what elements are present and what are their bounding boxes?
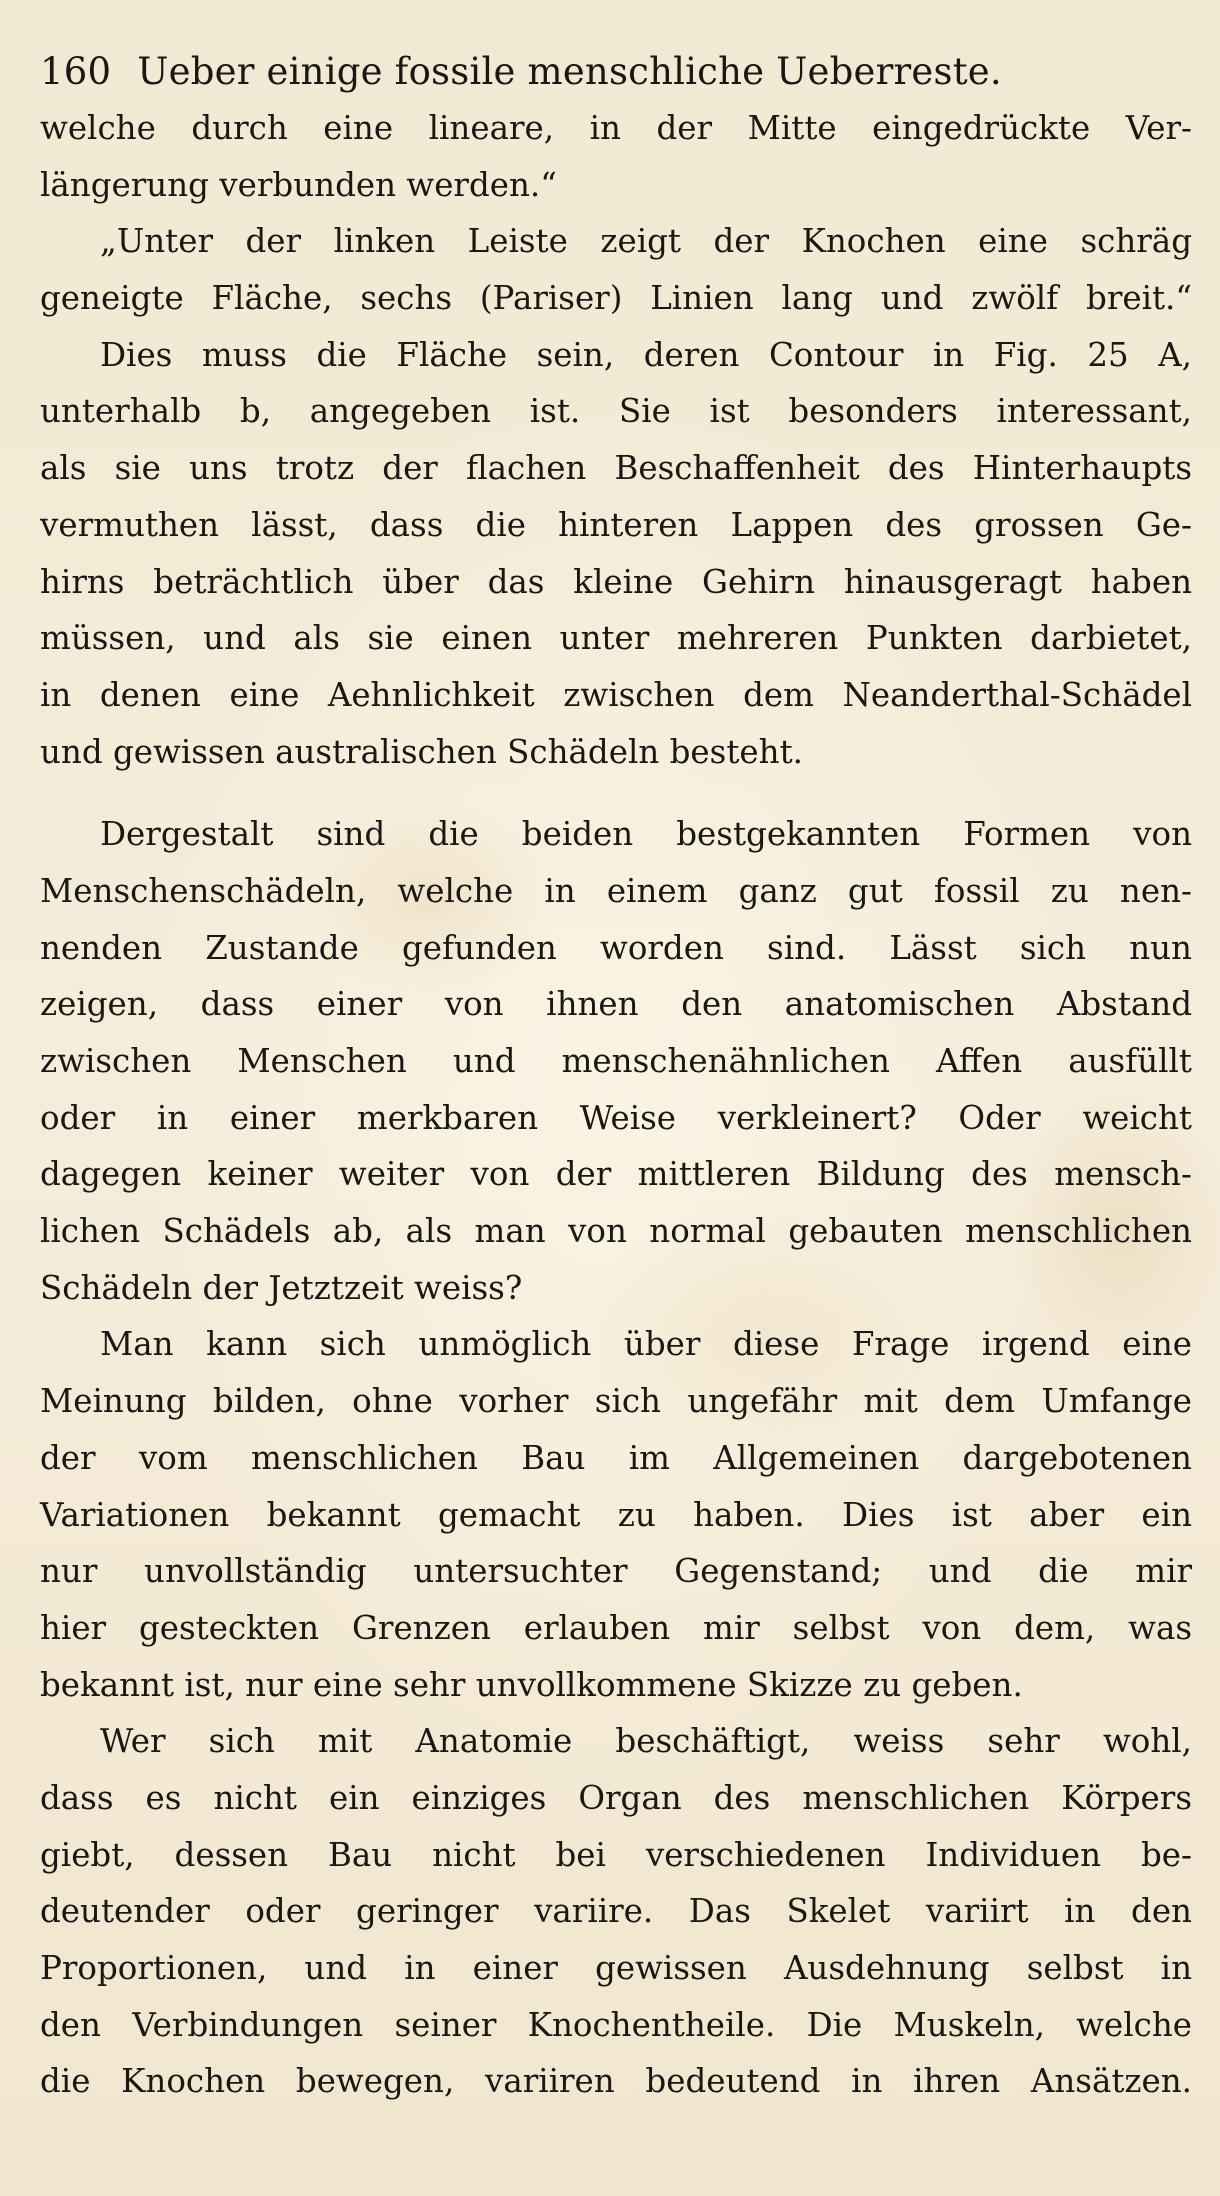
text-line: hier gesteckten Grenzen erlauben mir selbst von dem, was (40, 1608, 1192, 1647)
text-line: Schädeln der Jetztzeit weiss? (40, 1268, 523, 1307)
text-line: in denen eine Aehnlichkeit zwischen dem Neanderthal-Schädel (40, 675, 1192, 714)
paragraph (40, 213, 1192, 326)
text-line: zwischen Menschen und menschenähnlichen Affen ausfüllt (40, 1042, 1192, 1080)
text-line: oder in einer merkbaren Weise verkleinert? Oder weicht (40, 1098, 1192, 1137)
running-title: Ueber einige fossile menschliche Ueberreste. (137, 50, 1002, 93)
text-line: nur unvollständig untersuchter Gegenstand; und die mir (40, 1552, 1192, 1591)
text-line: der vom menschlichen Bau im Allgemeinen dargebotenen (40, 1438, 1192, 1477)
text-line: hirns beträchtlich über das kleine Gehirn hinausgeragt haben (40, 562, 1192, 601)
text-line: Menschenschädeln, welche in einem ganz gut fossil zu nen- (40, 871, 1192, 910)
text-line: giebt, dessen Bau nicht bei verschiedenen Individuen be- (40, 1835, 1192, 1874)
paragraph (40, 100, 1192, 213)
text-line: Man kann sich unmöglich über diese Frage irgend eine (100, 1325, 1192, 1364)
text-line: nenden Zustande gefunden worden sind. Lässt sich nun (40, 928, 1192, 967)
text-line: Meinung bilden, ohne vorher sich ungefähr mit dem Umfange (40, 1382, 1192, 1421)
paragraph (40, 806, 1192, 1316)
text-line: geneigte Fläche, sechs (Pariser) Linien lang und zwölf breit.“ (40, 279, 1192, 318)
paragraph (40, 327, 1192, 781)
paragraph (40, 1316, 1192, 1713)
page-text (40, 44, 1192, 2110)
text-line: bekannt ist, nur eine sehr unvollkommene Skizze zu geben. (40, 1665, 1023, 1704)
text-line: Wer sich mit Anatomie beschäftigt, weiss sehr wohl, (100, 1722, 1192, 1761)
text-line: lichen Schädels ab, als man von normal gebauten menschlichen (40, 1212, 1192, 1251)
text-line: „Unter der linken Leiste zeigt der Knochen eine schräg (100, 222, 1192, 261)
text-line: deutender oder geringer variire. Das Skelet variirt in den (40, 1892, 1192, 1931)
text-line: dass es nicht ein einziges Organ des menschlichen Körpers (40, 1778, 1192, 1817)
text-line: Proportionen, und in einer gewissen Ausdehnung selbst in (40, 1949, 1192, 1987)
text-line: die Knochen bewegen, variiren bedeutend in ihren Ansätzen. (40, 2062, 1192, 2101)
text-line: Dies muss die Fläche sein, deren Contour in Fig. 25 A, (100, 335, 1192, 374)
text-line: zeigen, dass einer von ihnen den anatomischen Abstand (40, 985, 1192, 1024)
text-line: Variationen bekannt gemacht zu haben. Dies ist aber ein (40, 1495, 1192, 1534)
text-line: unterhalb b, angegeben ist. Sie ist besonders interessant, (40, 392, 1192, 431)
page-number: 160 (40, 50, 112, 93)
text-line: Dergestalt sind die beiden bestgekannten Formen von (100, 815, 1192, 854)
text-line: längerung verbunden werden.“ (40, 165, 557, 204)
text-line: und gewissen australischen Schädeln besteht. (40, 732, 803, 771)
text-line: den Verbindungen seiner Knochentheile. Die Muskeln, welche (40, 2005, 1192, 2044)
text-line: welche durch eine lineare, in der Mitte eingedrückte Ver- (40, 109, 1192, 147)
text-line: als sie uns trotz der flachen Beschaffenheit des Hinterhaupts (40, 449, 1192, 488)
text-line: dagegen keiner weiter von der mittleren Bildung des mensch- (40, 1155, 1192, 1194)
running-header (40, 44, 1192, 100)
paragraph-gap (40, 780, 1192, 806)
text-line: vermuthen lässt, dass die hinteren Lappen des grossen Ge- (40, 505, 1192, 544)
text-line: müssen, und als sie einen unter mehreren Punkten darbietet, (40, 619, 1192, 658)
paragraph (40, 1713, 1192, 2110)
